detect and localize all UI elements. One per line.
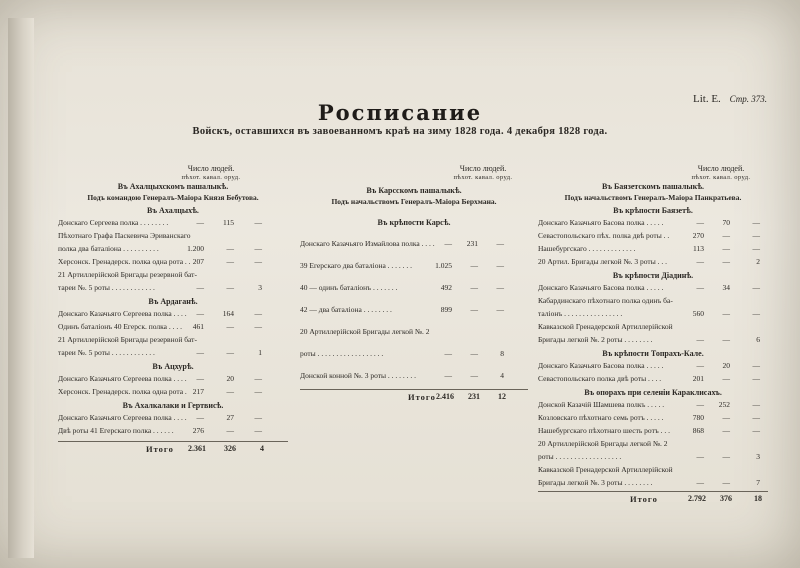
value-inf: — (196, 309, 204, 318)
row-label: Херсонск. Гренадерск. полка одна рота . (58, 387, 187, 396)
value-inf: — (696, 335, 704, 344)
total-value: 18 (754, 494, 762, 503)
value-art: — (254, 309, 262, 318)
value-inf: — (444, 239, 452, 248)
row-label: Херсонск. Гренадерск. полка одна рота . . (58, 257, 191, 266)
value-art: — (254, 374, 262, 383)
row-label: Донской Казачiй Шамшева полкъ . . . . . (538, 400, 665, 409)
value-cav: — (226, 426, 234, 435)
row-label: тареи №. 5 роты . . . . . . . . . . . . (58, 348, 155, 357)
value-cav: 231 (466, 239, 478, 248)
table-row (538, 411, 768, 424)
table-row (58, 216, 288, 229)
arms-header: пѣхот. кавал. оруд. (181, 174, 241, 181)
section-heading: Въ опорахъ при селенiи Караклисахъ. (584, 388, 722, 397)
value-inf: — (196, 283, 204, 292)
value-art: — (752, 283, 760, 292)
value-cav: — (226, 283, 234, 292)
people-header: Число людей. (697, 164, 745, 173)
value-inf: 1.025 (435, 261, 452, 270)
value-cav: 115 (223, 218, 234, 227)
row-label: Донской конной №. 3 роты . . . . . . . . (300, 371, 417, 380)
value-art: — (254, 426, 262, 435)
table-row (58, 268, 288, 281)
value-art: — (496, 239, 504, 248)
row-label: Донскаго Казачьяго Измайлова полка . . . . (300, 239, 435, 248)
district-heading: Въ Карсскомъ пашалыкѣ. (366, 186, 462, 195)
row-label: таліонъ . . . . . . . . . . . . . . . . (538, 309, 623, 318)
table-row (538, 372, 768, 385)
column-header (168, 164, 254, 182)
value-inf: 276 (192, 426, 204, 435)
value-inf: — (196, 374, 204, 383)
value-art: — (254, 257, 262, 266)
row-label: Донскаго Сергеева полка . . . . . . . . (58, 218, 169, 227)
table-row (58, 320, 288, 333)
value-art: — (496, 305, 504, 314)
section-heading: Въ Ацхурѣ. (152, 362, 194, 371)
value-cav: — (470, 283, 478, 292)
total-value: 376 (720, 494, 732, 503)
value-inf: 868 (692, 426, 704, 435)
value-inf: 113 (693, 244, 704, 253)
table-row (538, 320, 768, 333)
section-heading: Въ Ахалкалаки и Гертвисѣ. (122, 401, 224, 410)
total-row (300, 389, 528, 406)
people-header: Число людей. (187, 164, 235, 173)
value-inf: — (696, 452, 704, 461)
table-row (58, 242, 288, 255)
table-row (58, 385, 288, 398)
row-label: Бригады легкой №. 3 роты . . . . . . . . (538, 478, 653, 487)
table-row (538, 398, 768, 411)
table-row (538, 450, 768, 463)
value-art: — (752, 374, 760, 383)
row-label: Двѣ роты 41 Егерскаго полка . . . . . . (58, 426, 174, 435)
total-value: 2.361 (188, 444, 206, 453)
table-row (538, 333, 768, 346)
row-label: Нашебургскаго пѣхотнаго шесть ротъ . . . (538, 426, 670, 435)
value-art: — (752, 218, 760, 227)
table-row (538, 281, 768, 294)
value-inf: 1.200 (187, 244, 204, 253)
value-cav: 20 (226, 374, 234, 383)
value-inf: 207 (192, 257, 204, 266)
value-art: — (752, 244, 760, 253)
value-art: — (752, 231, 760, 240)
row-label: Донскаго Казачьяго Басова полка . . . . . (538, 283, 664, 292)
total-label: Итого (630, 494, 658, 504)
value-cav: — (722, 335, 730, 344)
total-value: 2.416 (436, 392, 454, 401)
table-row (58, 333, 288, 346)
table-row (58, 424, 288, 437)
table-row (58, 229, 288, 242)
row-label: Донскаго Казачьяго Сергеева полка . . . . (58, 309, 187, 318)
value-cav: — (722, 374, 730, 383)
table-row (300, 365, 528, 387)
row-label: Севастопольскаго полка двѣ роты . . . . (538, 374, 662, 383)
value-cav: — (722, 452, 730, 461)
lit-label: Lit. E. (693, 93, 721, 105)
value-cav: 20 (722, 361, 730, 370)
page-reference (693, 93, 767, 105)
value-cav: — (722, 244, 730, 253)
column-body (300, 186, 528, 406)
value-inf: 201 (692, 374, 704, 383)
value-inf: — (196, 218, 204, 227)
value-cav: 27 (226, 413, 234, 422)
value-art: — (752, 361, 760, 370)
value-inf: 780 (692, 413, 704, 422)
row-label: Бригады легкой №. 2 роты . . . . . . . . (538, 335, 653, 344)
row-label: Донскаго Казачьяго Басова полка . . . . . (538, 361, 664, 370)
section-heading: Въ Ардаганѣ. (148, 297, 198, 306)
value-inf: — (696, 478, 704, 487)
value-inf: — (696, 218, 704, 227)
value-art: 2 (756, 257, 760, 266)
value-cav: 164 (222, 309, 234, 318)
value-inf: 560 (692, 309, 704, 318)
section-heading: Въ крѣпости Топрахъ-Кале. (602, 349, 704, 358)
value-inf: — (444, 349, 452, 358)
section-heading: Въ крѣпости Баязетѣ. (613, 206, 693, 215)
column-header (440, 164, 526, 182)
table-row (538, 437, 768, 450)
total-value: 231 (468, 392, 480, 401)
value-art: — (496, 261, 504, 270)
table-row (300, 255, 528, 277)
value-cav: — (470, 305, 478, 314)
value-art: 7 (756, 478, 760, 487)
arms-header: пѣхот. кавал. оруд. (691, 174, 751, 181)
table-row (538, 463, 768, 476)
table-row (538, 307, 768, 320)
table-row (538, 424, 768, 437)
row-label: 39 Егерскаго два баталiона . . . . . . . (300, 261, 413, 270)
row-label: 42 — два баталiона . . . . . . . . (300, 305, 392, 314)
value-cav: — (722, 309, 730, 318)
value-inf: — (444, 371, 452, 380)
table-row (58, 411, 288, 424)
value-art: — (254, 218, 262, 227)
value-art: 3 (756, 452, 760, 461)
value-cav: — (722, 478, 730, 487)
value-art: — (752, 309, 760, 318)
total-label: Итого (146, 444, 174, 454)
value-cav: — (226, 322, 234, 331)
row-label: Донскаго Казачьяго Сергеева полка . . . . (58, 413, 187, 422)
row-label: Кавказской Гренадерской Артиллерiйской (538, 322, 673, 331)
row-label: 21 Артиллерiйской Бригады резервной бат- (58, 270, 197, 279)
row-label: 20 Артиллерiйской Бригады легкой №. 2 (300, 327, 430, 336)
table-row (58, 307, 288, 320)
table-row (538, 229, 768, 242)
value-cav: — (470, 349, 478, 358)
value-inf: — (196, 413, 204, 422)
page-number: Стр. 373. (729, 94, 767, 104)
value-inf: — (696, 361, 704, 370)
table-row (58, 281, 288, 294)
table-row (58, 255, 288, 268)
table-row (538, 216, 768, 229)
value-cav: — (226, 348, 234, 357)
value-cav: — (226, 387, 234, 396)
page-subtitle: Войскъ, оставшихся въ завоеванномъ краѣ на зиму 1828 года. 4 декабря 1828 года. (192, 126, 608, 137)
value-inf: — (696, 400, 704, 409)
row-label: Козловскаго пѣхотнаго семь ротъ . . . . . (538, 413, 664, 422)
value-art: — (752, 413, 760, 422)
row-label: Кавказской Гренадерской Артиллерiйской (538, 465, 673, 474)
row-label: 21 Артиллерiйской Бригады резервной бат- (58, 335, 197, 344)
value-inf: — (696, 283, 704, 292)
table-row (538, 294, 768, 307)
value-inf: 899 (440, 305, 452, 314)
value-inf: 461 (192, 322, 204, 331)
value-cav: — (722, 413, 730, 422)
section-heading: Въ крѣпости Карсѣ. (377, 218, 451, 227)
row-label: Пѣхотнаго Графа Паскевича Эриванскаго (58, 231, 191, 240)
row-label: Кабардинскаго пѣхотнаго полка одинъ ба- (538, 296, 673, 305)
row-label: 20 Артил. Бригады легкой №. 3 роты . . . (538, 257, 667, 266)
table-row (300, 277, 528, 299)
command-heading: Подъ начальствомъ Генералъ-Маiора Панкратьева. (564, 193, 742, 202)
value-inf: 217 (192, 387, 204, 396)
value-cav: 70 (722, 218, 730, 227)
command-heading: Подъ начальствомъ Генералъ-Маiора Берхмана. (331, 197, 497, 206)
row-label: 40 — одинъ баталiонъ . . . . . . . (300, 283, 398, 292)
table-row (300, 343, 528, 365)
value-cav: — (722, 426, 730, 435)
row-label: Севастопольскаго пѣх. полка двѣ роты . . (538, 231, 670, 240)
people-header: Число людей. (459, 164, 507, 173)
value-inf: — (196, 348, 204, 357)
value-inf: 492 (440, 283, 452, 292)
row-label: тареи №. 5 роты . . . . . . . . . . . . (58, 283, 155, 292)
value-art: 6 (756, 335, 760, 344)
value-cav: 34 (722, 283, 730, 292)
value-cav: — (226, 244, 234, 253)
value-cav: — (226, 257, 234, 266)
row-label: 20 Артиллерiйской Бригады легкой №. 2 (538, 439, 668, 448)
section-heading: Въ Ахалцыхѣ. (147, 206, 199, 215)
value-art: 3 (258, 283, 262, 292)
page-title: Росписание (317, 100, 483, 125)
table-row (300, 321, 528, 343)
value-art: — (254, 387, 262, 396)
section-heading: Въ крѣпости Дiадинѣ. (612, 271, 694, 280)
value-art: — (254, 322, 262, 331)
value-inf: — (696, 257, 704, 266)
value-art: — (752, 400, 760, 409)
row-label: роты . . . . . . . . . . . . . . . . . . (538, 452, 622, 461)
table-row (538, 255, 768, 268)
value-cav: — (470, 371, 478, 380)
value-art: — (496, 283, 504, 292)
total-value: 12 (498, 392, 506, 401)
total-value: 2.792 (688, 494, 706, 503)
total-value: 4 (260, 444, 264, 453)
value-art: — (254, 244, 262, 253)
value-cav: — (470, 261, 478, 270)
table-row (58, 372, 288, 385)
total-label: Итого (408, 392, 436, 402)
table-row (300, 299, 528, 321)
value-art: 8 (500, 349, 504, 358)
table-row (538, 242, 768, 255)
value-art: — (752, 426, 760, 435)
total-value: 326 (224, 444, 236, 453)
arms-header: пѣхот. кавал. оруд. (453, 174, 513, 181)
value-inf: 270 (692, 231, 704, 240)
table-row (300, 233, 528, 255)
row-label: роты . . . . . . . . . . . . . . . . . . (300, 349, 384, 358)
row-label: полка два баталiона . . . . . . . . . . (58, 244, 159, 253)
table-row (538, 476, 768, 489)
district-heading: Въ Ахалцыхскомъ пашалыкѣ. (117, 182, 229, 191)
value-art: 4 (500, 371, 504, 380)
row-label: Донскаго Казачьяго Басова полка . . . . . (538, 218, 664, 227)
value-cav: 252 (718, 400, 730, 409)
value-art: 1 (258, 348, 262, 357)
row-label: Донскаго Казачьяго Сергеева полка . . . . (58, 374, 187, 383)
value-art: — (254, 413, 262, 422)
column-body (58, 182, 288, 458)
column-header (678, 164, 764, 182)
table-row (58, 346, 288, 359)
row-label: Нашебургскаго . . . . . . . . . . . . . (538, 244, 636, 253)
row-label: Одинъ баталiонъ 40 Егерск. полка . . . . (58, 322, 182, 331)
value-cav: — (722, 231, 730, 240)
command-heading: Подъ командою Генералъ-Маiора Князя Бебутова. (87, 193, 259, 202)
value-cav: — (722, 257, 730, 266)
column-body (538, 182, 768, 508)
total-row (538, 491, 768, 508)
total-row (58, 441, 288, 458)
book-spine (8, 18, 34, 558)
table-row (538, 359, 768, 372)
district-heading: Въ Баязетскомъ пашалыкѣ. (601, 182, 704, 191)
